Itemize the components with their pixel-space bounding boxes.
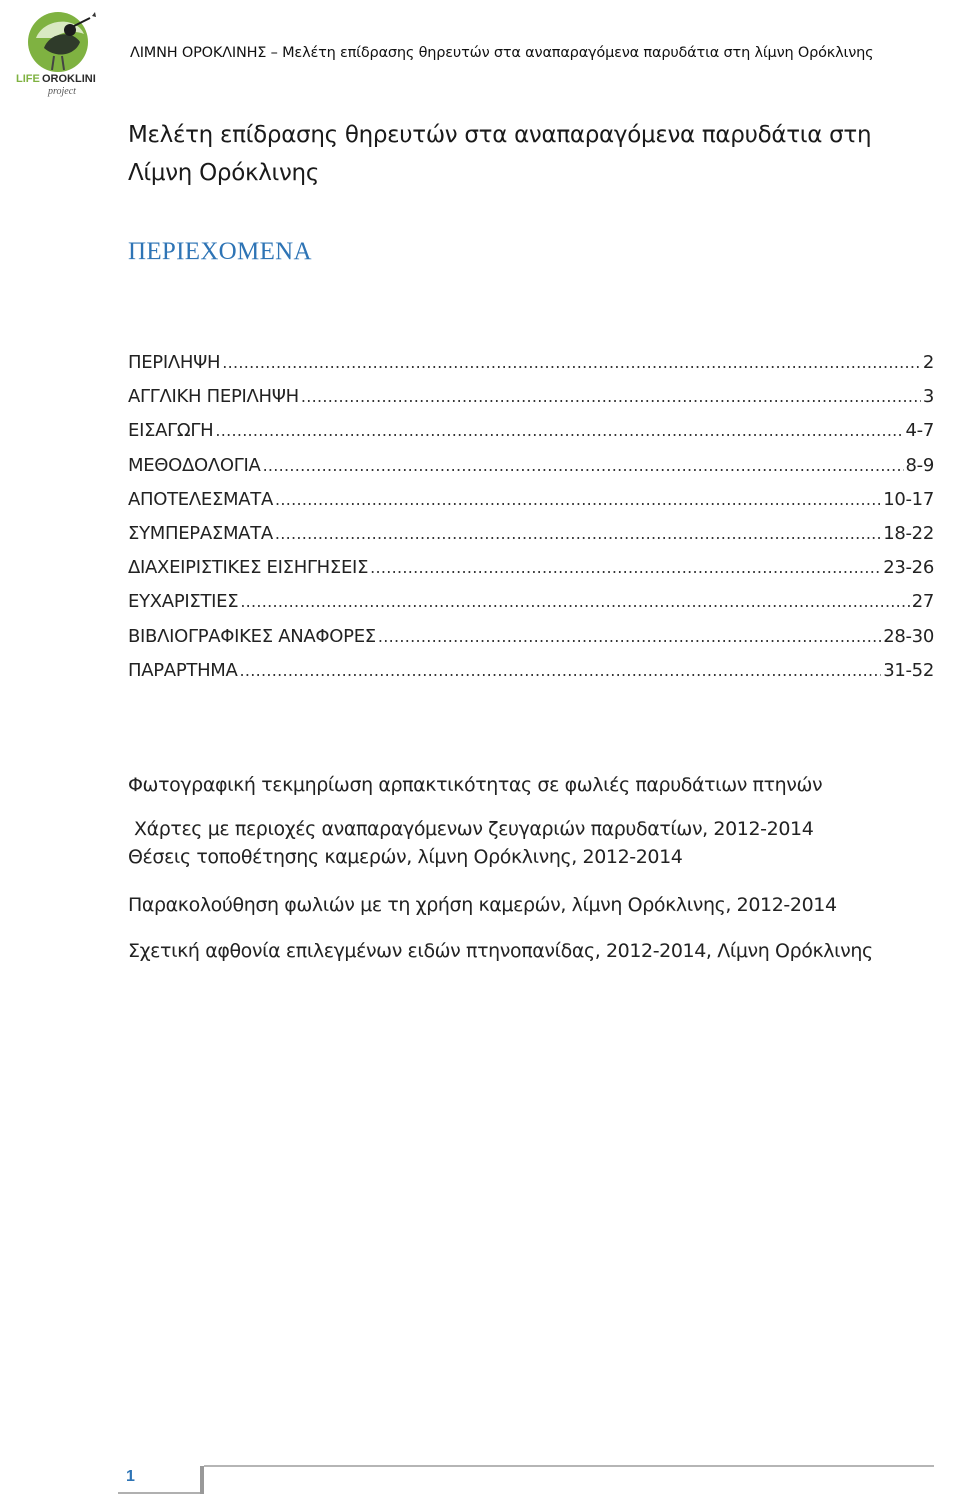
svg-text:LIFE: LIFE bbox=[16, 73, 40, 85]
toc-entry-label: ΑΓΓΛΙΚΗ ΠΕΡΙΛΗΨΗ bbox=[128, 386, 299, 408]
toc-leader-dots bbox=[263, 456, 904, 475]
annex-item: Θέσεις τοποθέτησης καμερών, λίμνη Ορόκλινης, 2012-2014 bbox=[128, 846, 683, 868]
toc-entry-page: 28-30 bbox=[883, 625, 934, 647]
toc-leader-dots bbox=[222, 353, 921, 372]
svg-text:OROKLINI: OROKLINI bbox=[42, 73, 96, 85]
toc-entry-label: ΠΑΡΑΡΤΗΜΑ bbox=[128, 659, 238, 681]
toc-entry[interactable] bbox=[128, 386, 934, 420]
document-title-line-2: Λίμνη Ορόκλινης bbox=[128, 160, 320, 186]
page-number: 1 bbox=[126, 1468, 135, 1485]
toc-entry-label: ΑΠΟΤΕΛΕΣΜΑΤΑ bbox=[128, 488, 273, 510]
svg-text:project: project bbox=[48, 86, 76, 97]
toc-entry-page: 23-26 bbox=[883, 557, 934, 579]
toc-leader-dots bbox=[240, 592, 909, 611]
toc-entry[interactable] bbox=[128, 455, 934, 489]
toc-leader-dots bbox=[301, 387, 921, 406]
running-header-title: ΛΙΜΝΗ ΟΡΟΚΛΙΝΗΣ – Μελέτη επίδρασης θηρευτών στα αναπαραγόμενα παρυδάτια στη λίμνη Ορόκλινης bbox=[130, 45, 874, 61]
toc-entry[interactable] bbox=[128, 557, 934, 591]
document-title bbox=[128, 116, 888, 192]
toc-entry-page: 4-7 bbox=[905, 420, 934, 442]
toc-entry-label: ΜΕΘΟΔΟΛΟΓΙΑ bbox=[128, 454, 261, 476]
toc-entry-label: ΣΥΜΠΕΡΑΣΜΑΤΑ bbox=[128, 522, 273, 544]
toc-entry-page: 27 bbox=[911, 591, 934, 613]
life-oroklini-logo bbox=[14, 8, 114, 98]
toc-entry-page: 10-17 bbox=[883, 488, 934, 510]
annex-item: Χάρτες με περιοχές αναπαραγόμενων ζευγαριών παρυδατίων, 2012-2014 bbox=[134, 818, 814, 840]
toc-leader-dots bbox=[370, 558, 881, 577]
toc-leader-dots bbox=[275, 490, 881, 509]
annex-item: Φωτογραφική τεκμηρίωση αρπακτικότητας σε φωλιές παρυδάτιων πτηνών bbox=[128, 774, 823, 796]
toc-entry[interactable] bbox=[128, 420, 934, 454]
toc-entry[interactable] bbox=[128, 660, 934, 694]
toc-entry-page: 8-9 bbox=[905, 454, 934, 476]
toc-entry[interactable] bbox=[128, 591, 934, 625]
annex-item: Σχετική αφθονία επιλεγμένων ειδών πτηνοπανίδας, 2012-2014, Λίμνη Ορόκλινης bbox=[128, 940, 873, 962]
document-title-line-1: Μελέτη επίδρασης θηρευτών στα αναπαραγόμενα παρυδάτια στη bbox=[128, 122, 872, 148]
toc-heading: ΠΕΡΙΕΧΟΜΕΝΑ bbox=[128, 238, 312, 265]
toc-entry-page: 18-22 bbox=[883, 522, 934, 544]
lapwing-bird-icon bbox=[14, 8, 114, 98]
toc-entry-page: 3 bbox=[922, 386, 934, 408]
toc-entry[interactable] bbox=[128, 489, 934, 523]
toc-entry-page: 2 bbox=[922, 352, 934, 373]
toc-leader-dots bbox=[275, 524, 881, 543]
toc-entry-label: ΠΕΡΙΛΗΨΗ bbox=[128, 352, 221, 373]
toc-entry[interactable] bbox=[128, 352, 934, 386]
footer-rule bbox=[204, 1465, 934, 1467]
footer-divider bbox=[200, 1466, 204, 1494]
toc-entry-label: ΒΙΒΛΙΟΓΡΑΦΙΚΕΣ ΑΝΑΦΟΡΕΣ bbox=[128, 625, 376, 647]
toc-entry-label: ΕΥΧΑΡΙΣΤΙΕΣ bbox=[128, 591, 239, 613]
toc-entry-label: ΕΙΣΑΓΩΓΗ bbox=[128, 420, 214, 442]
toc-leader-dots bbox=[240, 661, 882, 680]
toc-entry[interactable] bbox=[128, 626, 934, 660]
toc-entry-page: 31-52 bbox=[883, 659, 934, 681]
toc-leader-dots bbox=[378, 627, 881, 646]
toc-entry-label: ΔΙΑΧΕΙΡΙΣΤΙΚΕΣ ΕΙΣΗΓΗΣΕΙΣ bbox=[128, 557, 369, 579]
annex-item: Παρακολούθηση φωλιών με τη χρήση καμερών, λίμνη Ορόκλινης, 2012-2014 bbox=[128, 894, 837, 916]
toc-entry[interactable] bbox=[128, 523, 934, 557]
toc-leader-dots bbox=[215, 421, 903, 440]
table-of-contents bbox=[128, 352, 934, 694]
